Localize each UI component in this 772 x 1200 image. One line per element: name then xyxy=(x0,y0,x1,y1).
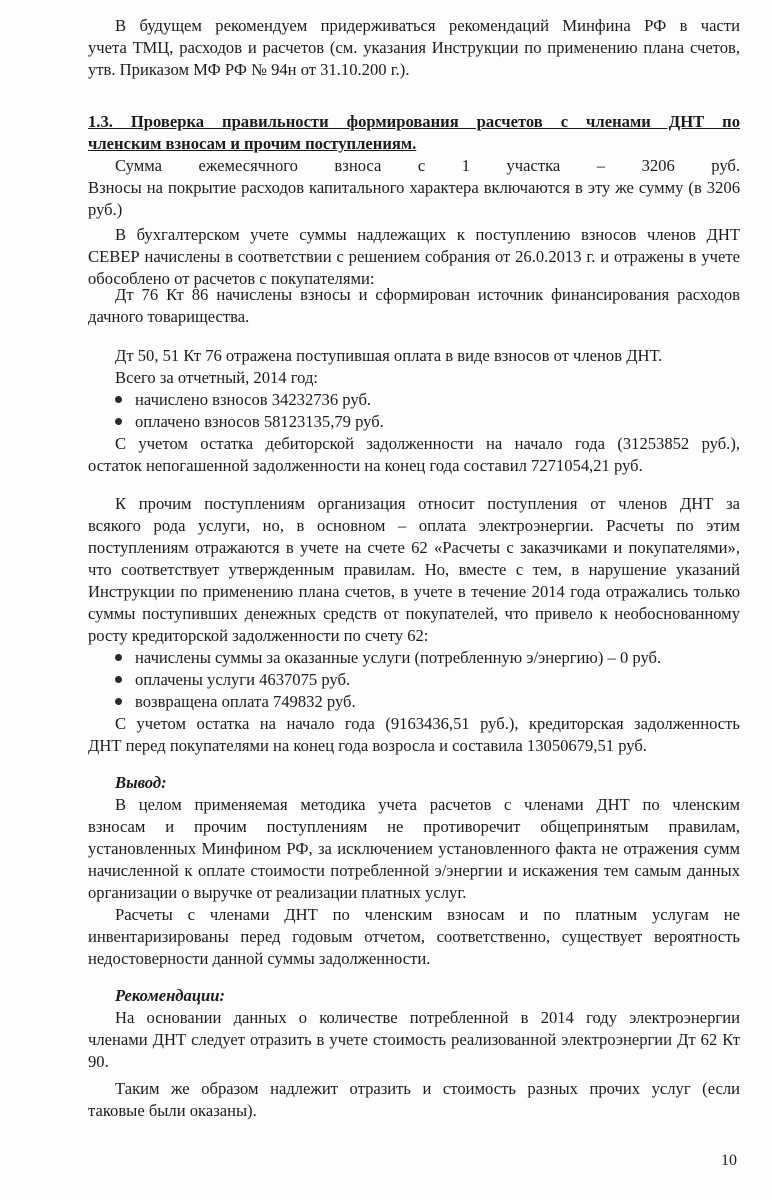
list-item xyxy=(115,389,371,411)
bullet-icon xyxy=(115,418,122,425)
bullet-icon xyxy=(115,676,122,683)
text-line: Таким же образом надлежит отразить и стоимость разных прочих услуг (если xyxy=(115,1079,740,1098)
list-item-text: оплачены услуги 4637075 руб. xyxy=(135,670,351,689)
text-line: утв. Приказом МФ РФ № 94н от 31.10.200 г.). xyxy=(88,60,410,79)
bullet-icon xyxy=(115,698,122,705)
text-line: организации о выручке от реализации платных услуг. xyxy=(88,883,467,902)
text-line: В будущем рекомендуем придерживаться рекомендаций Минфина РФ в части xyxy=(115,16,740,35)
text-line: дачного товарищества. xyxy=(88,307,250,326)
bullet-icon xyxy=(115,654,122,661)
text-line: начисленной к оплате стоимости потребленной э/энергии и искажения тем самым данных xyxy=(88,861,740,880)
recommendations-title: Рекомендации: xyxy=(115,986,226,1005)
text-line: росту кредиторской задолженности по счету 62: xyxy=(88,626,429,645)
list-item xyxy=(115,691,356,713)
text-line: В бухгалтерском учете суммы надлежащих к поступлению взносов членов ДНТ xyxy=(115,225,740,244)
list-item xyxy=(115,411,384,433)
text-line: ДНТ перед покупателями на конец года возросла и составила 13050679,51 руб. xyxy=(88,736,647,755)
text-line: Сумма ежемесячного взноса с 1 участка – 3206 руб. xyxy=(115,156,740,175)
text-line: что соответствует утвержденным правилам. Но, вместе с тем, в нарушение указаний xyxy=(88,560,740,579)
text-line: обособлено от расчетов с покупателями: xyxy=(88,269,375,288)
list-item xyxy=(115,647,661,669)
text-line: С учетом остатка дебиторской задолженности на начало года (31253852 руб.), xyxy=(115,434,740,453)
text-line: С учетом остатка на начало года (9163436,51 руб.), кредиторская задолженность xyxy=(115,714,740,733)
section-heading: членским взносам и прочим поступлениям. xyxy=(88,134,417,153)
bullet-icon xyxy=(115,396,122,403)
text-line: остаток непогашенной задолженности на конец года составил 7271054,21 руб. xyxy=(88,456,643,475)
list-item-text: начислено взносов 34232736 руб. xyxy=(135,390,372,409)
text-line: руб.) xyxy=(88,200,123,219)
text-line: членами ДНТ следует отразить в учете стоимость реализованной электроэнергии Дт 62 Кт xyxy=(88,1030,740,1049)
text-line: Инструкции по применению плана счетов, в учете в течение 2014 года отражались только xyxy=(88,582,740,601)
conclusion-title: Вывод: xyxy=(115,773,167,792)
text-line: К прочим поступлениям организация относит поступления от членов ДНТ за xyxy=(115,494,740,513)
list-item-text: начислены суммы за оказанные услуги (потребленную э/энергию) – 0 руб. xyxy=(135,648,662,667)
section-heading: 1.3. Проверка правильности формирования расчетов с членами ДНТ по xyxy=(88,112,740,131)
text-line: учета ТМЦ, расходов и расчетов (см. указания Инструкции по применению плана счетов, xyxy=(88,38,740,57)
list-item xyxy=(115,669,350,691)
text-line: взносам и прочим поступлениям не противоречит общепринятым правилам, xyxy=(88,817,740,836)
list-item-text: оплачено взносов 58123135,79 руб. xyxy=(135,412,384,431)
text-line: инвентаризированы перед годовым отчетом, соответственно, существует вероятность xyxy=(88,927,740,946)
list-item-text: возвращена оплата 749832 руб. xyxy=(135,692,356,711)
text-line: Расчеты с членами ДНТ по членским взносам и по платным услугам не xyxy=(115,905,740,924)
text-line: поступлениям отражаются в учете на счете 62 «Расчеты с заказчиками и покупателями», xyxy=(88,538,740,557)
text-line: СЕВЕР начислены в соответствии с решением собрания от 26.0.2013 г. и отражены в учете xyxy=(88,247,740,266)
text-line: всякого рода услуги, но, в основном – оплата электроэнергии. Расчеты по этим xyxy=(88,516,740,535)
text-line: суммы поступивших денежных средств от покупателей, что привело к необоснованному xyxy=(88,604,740,623)
text-line: таковые были оказаны). xyxy=(88,1101,257,1120)
text-line: В целом применяемая методика учета расчетов с членами ДНТ по членским xyxy=(115,795,740,814)
text-line: Взносы на покрытие расходов капитального характера включаются в эту же сумму (в 3206 xyxy=(88,178,740,197)
text-line: недостоверности данной суммы задолженности. xyxy=(88,949,431,968)
text-line: Дт 76 Кт 86 начислены взносы и сформирован источник финансирования расходов xyxy=(115,285,740,304)
page-number: 10 xyxy=(721,1152,737,1169)
text-line: Всего за отчетный, 2014 год: xyxy=(115,368,319,387)
text-line: На основании данных о количестве потребленной в 2014 году электроэнергии xyxy=(115,1008,740,1027)
text-line: 90. xyxy=(88,1052,109,1071)
text-line: установленных Минфином РФ, за исключением установленного факта не отражения сумм xyxy=(88,839,740,858)
text-line: Дт 50, 51 Кт 76 отражена поступившая оплата в виде взносов от членов ДНТ. xyxy=(115,346,663,365)
